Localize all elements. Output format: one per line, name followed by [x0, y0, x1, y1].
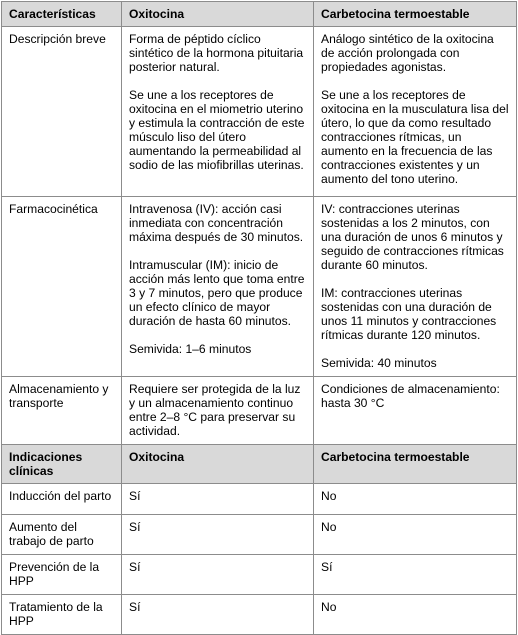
cell-paragraph: Semivida: 40 minutos: [321, 356, 437, 370]
header-oxitocina: Oxitocina: [122, 2, 314, 27]
row-label: Farmacocinética: [2, 197, 122, 377]
cell-paragraph: Requiere ser protegida de la luz y un almacenamiento continuo entre 2–8 °C para preservar su actividad.: [129, 382, 301, 438]
table-row-almacenamiento: [2, 377, 517, 445]
row-label: Tratamiento de la HPP: [2, 595, 122, 635]
table-row-induccion: [2, 484, 517, 515]
row-label: Descripción breve: [2, 27, 122, 197]
row-label: Aumento del trabajo de parto: [2, 515, 122, 555]
table-row-farmacocinetica: [2, 197, 517, 377]
cell-carbetocina: [314, 377, 517, 445]
cell-paragraph: Forma de péptido cíclico sintético de la hormona pituitaria posterior natural.: [129, 32, 304, 74]
cell-carbetocina: No: [314, 595, 517, 635]
cell-paragraph: IM: contracciones uterinas sostenidas con una duración de unos 11 minutos y contracciones rítmicas durante 120 minutos.: [321, 286, 497, 342]
cell-oxitocina: Sí: [122, 515, 314, 555]
cell-paragraph: IV: contracciones uterinas sostenidas a los 2 minutos, con una duración de unos 6 minutos y seguido de contracciones rítmicas durante 60 minutos.: [321, 202, 504, 272]
cell-paragraph: Intravenosa (IV): acción casi inmediata con concentración máxima después de 30 minutos.: [129, 202, 304, 244]
header-carbetocina: Carbetocina termoestable: [314, 2, 517, 27]
header-carbetocina: Carbetocina termoestable: [314, 445, 517, 484]
header-caracteristicas: Características: [2, 2, 122, 27]
table-row-descripcion: [2, 27, 517, 197]
cell-paragraph: Se une a los receptores de oxitocina en el miometrio uterino y estimula la contracción de este músculo liso del útero aumentando la permeabilidad al sodio de las miofibrillas uterinas.: [129, 88, 305, 172]
comparison-table: [1, 1, 517, 635]
cell-oxitocina: [122, 377, 314, 445]
cell-paragraph: Intramuscular (IM): inicio de acción más lento que toma entre 3 y 7 minutos, pero que produce un efecto clínico de mayor duración de hasta 60 minutos.: [129, 258, 305, 328]
cell-oxitocina: [122, 27, 314, 197]
cell-carbetocina: [314, 27, 517, 197]
row-label: Prevención de la HPP: [2, 555, 122, 595]
table-row-aumento: [2, 515, 517, 555]
table-row-tratamiento: [2, 595, 517, 635]
cell-carbetocina: Sí: [314, 555, 517, 595]
cell-oxitocina: [122, 197, 314, 377]
header-indicaciones: Indicaciones clínicas: [2, 445, 122, 484]
cell-oxitocina: Sí: [122, 555, 314, 595]
cell-paragraph: Se une a los receptores de oxitocina en la musculatura lisa del útero, lo que da como resultado contracciones rítmicas, un aumento en la frecuencia de las contracciones existentes y un aumento del tono uterino.: [321, 88, 509, 186]
table-header-row: [2, 2, 517, 27]
table-row-prevencion: [2, 555, 517, 595]
cell-oxitocina: Sí: [122, 595, 314, 635]
cell-paragraph: Semivida: 1–6 minutos: [129, 342, 252, 356]
row-label: Inducción del parto: [2, 484, 122, 515]
cell-carbetocina: [314, 197, 517, 377]
cell-carbetocina: No: [314, 515, 517, 555]
cell-paragraph: Condiciones de almacenamiento: hasta 30 °C: [321, 382, 500, 410]
header-oxitocina: Oxitocina: [122, 445, 314, 484]
row-label: Almacenamiento y transporte: [2, 377, 122, 445]
cell-oxitocina: Sí: [122, 484, 314, 515]
table-subheader-row: [2, 445, 517, 484]
cell-carbetocina: No: [314, 484, 517, 515]
cell-paragraph: Análogo sintético de la oxitocina de acción prolongada con propiedades agonistas.: [321, 32, 494, 74]
